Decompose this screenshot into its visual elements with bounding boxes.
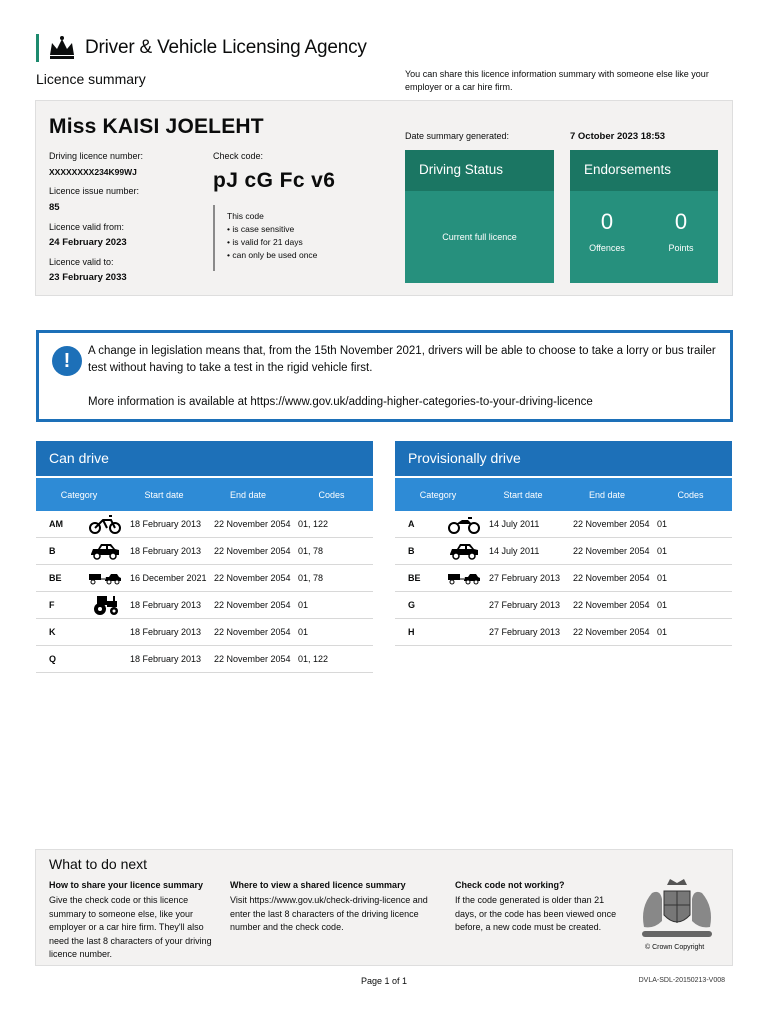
agency-name: Driver & Vehicle Licensing Agency — [85, 37, 367, 58]
codes: 01 — [298, 627, 309, 637]
valid-to: 23 February 2033 — [49, 272, 127, 283]
table-row — [36, 592, 373, 619]
car-trailer-icon — [80, 571, 130, 585]
codes: 01 — [657, 546, 668, 556]
start-date: 27 February 2013 — [489, 627, 561, 637]
page-number: Page 1 of 1 — [360, 976, 408, 986]
codes: 01, 78 — [298, 573, 324, 583]
what-next-text: Give the check code or this licence summary to someone else, like your employer or a car hire firm. They'll also need the last 8 characters of your driving licence number. — [49, 895, 212, 959]
page-title: Licence summary — [36, 71, 146, 87]
document-ref: DVLA-SDL-20150213-V008 — [638, 977, 725, 984]
table-header — [36, 478, 373, 511]
alert-link-line[interactable]: More information is available at https://www.gov.uk/adding-higher-categories-to-your-driving-licence — [88, 396, 593, 408]
col-end: End date — [229, 489, 267, 500]
table-row — [36, 646, 373, 673]
points-label: Points — [668, 243, 694, 253]
code-note-title: This code — [227, 211, 264, 221]
driving-status-title: Driving Status — [405, 150, 554, 191]
check-code: pJ cG Fc v6 — [213, 169, 336, 192]
alert-text — [88, 343, 728, 411]
category-code: BE — [408, 573, 421, 583]
end-date: 22 November 2054 — [573, 600, 650, 610]
end-date: 22 November 2054 — [214, 519, 291, 529]
issue-number-label: Licence issue number: — [49, 186, 140, 196]
car-icon — [439, 542, 489, 560]
what-next-code — [455, 880, 625, 935]
code-note-item: • can only be used once — [227, 250, 318, 260]
what-next-text: Visit https://www.gov.uk/check-driving-licence and enter the last 8 characters of the driving licence number and the check code. — [230, 895, 428, 932]
category-code: BE — [49, 573, 62, 583]
check-code-label: Check code: — [213, 151, 264, 161]
driving-status-card — [405, 150, 554, 283]
provisional-title: Provisionally drive — [395, 441, 732, 476]
points-count: 0 — [674, 209, 688, 234]
start-date: 14 July 2011 — [489, 546, 540, 556]
royal-coat-of-arms-icon — [632, 877, 722, 947]
col-category: Category — [60, 489, 98, 500]
share-note: You can share this licence information summary with someone else like your employer or a car hire firm. — [405, 69, 709, 92]
provisional-table — [395, 441, 732, 646]
what-next-share — [49, 880, 219, 962]
holder-name: Miss KAISI JOELEHT — [49, 115, 264, 138]
table-row — [36, 511, 373, 538]
table-header — [395, 478, 732, 511]
date-generated-label: Date summary generated: — [405, 131, 510, 141]
what-next-text: If the code generated is older than 21 days, or the code has been viewed once before, a new code must be created. — [455, 895, 617, 932]
end-date: 22 November 2054 — [214, 654, 291, 664]
crown-logo-icon — [47, 35, 77, 61]
car-icon — [80, 542, 130, 560]
end-date: 22 November 2054 — [573, 573, 650, 583]
table-row — [395, 592, 732, 619]
category-code: K — [49, 627, 56, 637]
table-row — [36, 538, 373, 565]
start-date: 18 February 2013 — [130, 627, 202, 637]
start-date: 27 February 2013 — [489, 600, 561, 610]
offences-count: 0 — [600, 209, 614, 234]
col-start: Start date — [503, 489, 543, 500]
col-codes: Codes — [318, 489, 345, 500]
table-row — [395, 619, 732, 646]
licence-number: XXXXXXXX234K99WJ — [49, 167, 137, 177]
col-codes: Codes — [677, 489, 704, 500]
table-row — [395, 565, 732, 592]
codes: 01 — [657, 627, 668, 637]
licence-number-label: Driving licence number: — [49, 151, 144, 161]
table-row — [36, 619, 373, 646]
driving-status-value: Current full licence — [442, 232, 517, 242]
codes: 01, 78 — [298, 546, 324, 556]
codes: 01 — [657, 519, 668, 529]
category-code: G — [408, 600, 416, 610]
valid-to-label: Licence valid to: — [49, 257, 114, 267]
category-code: Q — [49, 654, 57, 664]
valid-from: 24 February 2023 — [49, 237, 127, 248]
what-next-heading: Check code not working? — [455, 880, 565, 890]
codes: 01 — [657, 573, 668, 583]
category-code: AM — [49, 519, 63, 529]
end-date: 22 November 2054 — [573, 627, 650, 637]
start-date: 16 December 2021 — [130, 573, 207, 583]
issue-number: 85 — [49, 202, 60, 213]
table-row — [395, 538, 732, 565]
codes: 01, 122 — [298, 519, 329, 529]
start-date: 18 February 2013 — [130, 546, 202, 556]
end-date: 22 November 2054 — [214, 627, 291, 637]
what-next-view — [230, 880, 445, 935]
what-next-title: What to do next — [49, 856, 148, 872]
end-date: 22 November 2054 — [573, 519, 650, 529]
alert-line: A change in legislation means that, from the 15th November 2021, drivers will be able to choose to take a lorry or bus trailer test without having to take a test in the rigid vehicle first. — [88, 345, 716, 374]
endorsements-card — [570, 150, 718, 283]
info-icon: ! — [52, 346, 82, 376]
start-date: 18 February 2013 — [130, 600, 202, 610]
crown-copyright: © Crown Copyright — [645, 944, 705, 951]
table-row — [395, 511, 732, 538]
offences-label: Offences — [589, 243, 625, 253]
col-end: End date — [588, 489, 626, 500]
col-category: Category — [419, 489, 457, 500]
agency-header — [36, 34, 367, 62]
end-date: 22 November 2054 — [214, 573, 291, 583]
category-code: F — [49, 600, 55, 610]
codes: 01 — [298, 600, 309, 610]
date-generated: 7 October 2023 18:53 — [570, 131, 666, 142]
what-next-heading: How to share your licence summary — [49, 880, 204, 890]
category-code: B — [408, 546, 415, 556]
codes: 01, 122 — [298, 654, 329, 664]
start-date: 18 February 2013 — [130, 519, 202, 529]
motorcycle-icon — [439, 514, 489, 534]
end-date: 22 November 2054 — [214, 600, 291, 610]
codes: 01 — [657, 600, 668, 610]
category-code: A — [408, 519, 415, 529]
endorsements-title: Endorsements — [570, 150, 718, 191]
table-row — [36, 565, 373, 592]
col-start: Start date — [144, 489, 184, 500]
category-code: H — [408, 627, 415, 637]
can-drive-table — [36, 441, 373, 673]
start-date: 18 February 2013 — [130, 654, 202, 664]
category-code: B — [49, 546, 56, 556]
start-date: 27 February 2013 — [489, 573, 561, 583]
moped-icon — [80, 514, 130, 534]
what-next-heading: Where to view a shared licence summary — [230, 880, 406, 890]
start-date: 14 July 2011 — [489, 519, 540, 529]
end-date: 22 November 2054 — [573, 546, 650, 556]
can-drive-title: Can drive — [36, 441, 373, 476]
end-date: 22 November 2054 — [214, 546, 291, 556]
tractor-icon — [80, 594, 130, 616]
code-note-item: • is case sensitive — [227, 224, 295, 234]
valid-from-label: Licence valid from: — [49, 222, 125, 232]
car-trailer-icon — [439, 571, 489, 585]
code-note-item: • is valid for 21 days — [227, 237, 303, 247]
code-note — [213, 205, 317, 271]
